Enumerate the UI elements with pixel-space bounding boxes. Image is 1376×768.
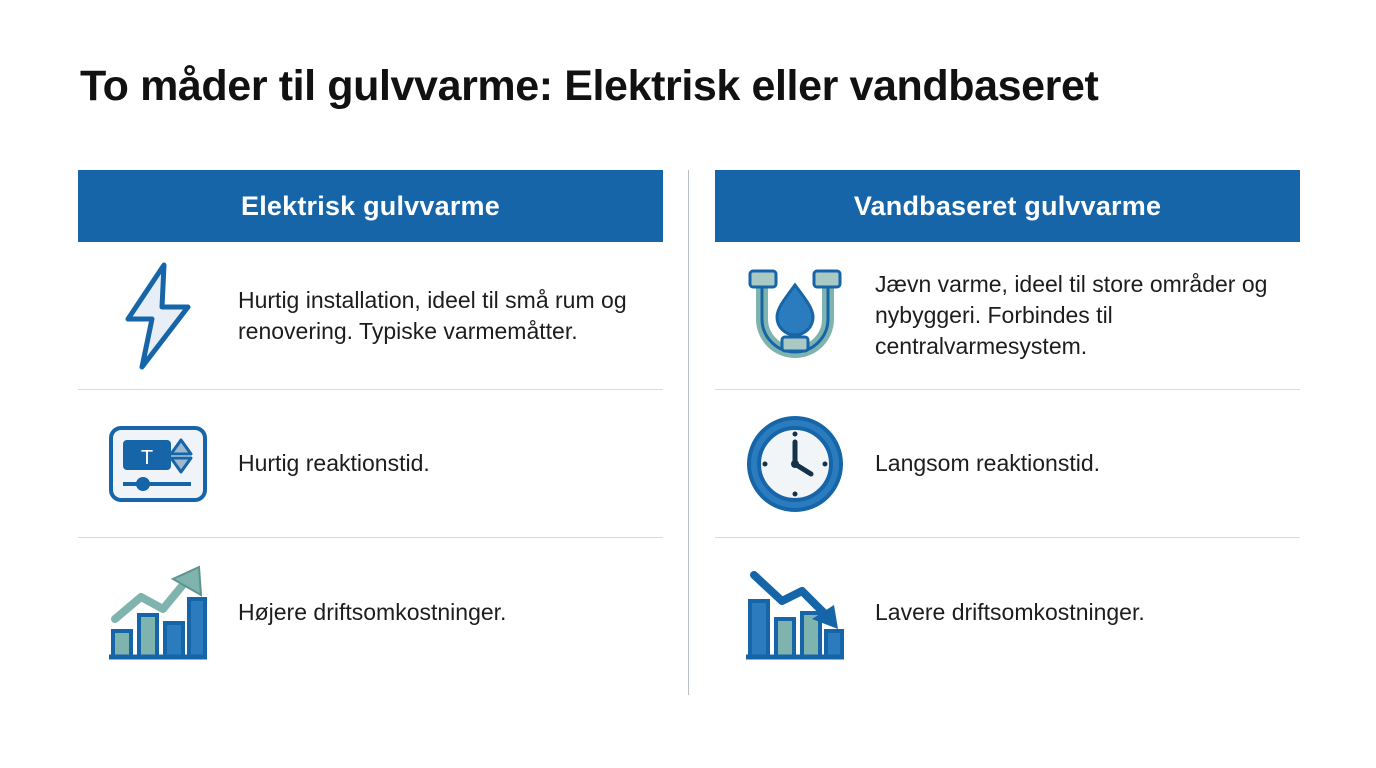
thermostat-icon (78, 418, 238, 510)
falling-bar-chart-icon (715, 557, 875, 667)
row-electric-1-text: Hurtig installation, ideel til små rum og renovering. Typiske varmemåtter. (238, 286, 627, 344)
row-water-3-text: Lavere driftsomkostninger. (875, 598, 1145, 625)
column-header-electric: Elektrisk gulvvarme (78, 170, 663, 242)
column-water (715, 170, 1300, 686)
row-electric-3-text: Højere driftsomkostninger. (238, 598, 507, 625)
row-water-1 (715, 242, 1300, 390)
rows-electric (78, 242, 663, 686)
svg-text:T: T (140, 446, 154, 469)
rows-water (715, 242, 1300, 686)
row-electric-3 (78, 538, 663, 686)
column-electric (78, 170, 663, 686)
row-water-3 (715, 538, 1300, 686)
rising-bar-chart-icon (78, 557, 238, 667)
row-electric-2-text: Hurtig reaktionstid. (238, 450, 430, 476)
row-water-2-text: Langsom reaktionstid. (875, 450, 1101, 476)
row-water-1-text: Jævn varme, ideel til store områder og nybyggeri. Forbindes til centralvarmesystem. (875, 271, 1268, 359)
comparison-columns (78, 170, 1300, 686)
lightning-bolt-icon (78, 261, 238, 371)
row-electric-2 (78, 390, 663, 538)
page-title: To måder til gulvvarme: Elektrisk eller vandbaseret (80, 62, 1099, 110)
water-pipe-drop-icon (715, 261, 875, 371)
row-electric-1 (78, 242, 663, 390)
column-header-water: Vandbaseret gulvvarme (715, 170, 1300, 242)
row-water-2 (715, 390, 1300, 538)
clock-icon (715, 412, 875, 516)
